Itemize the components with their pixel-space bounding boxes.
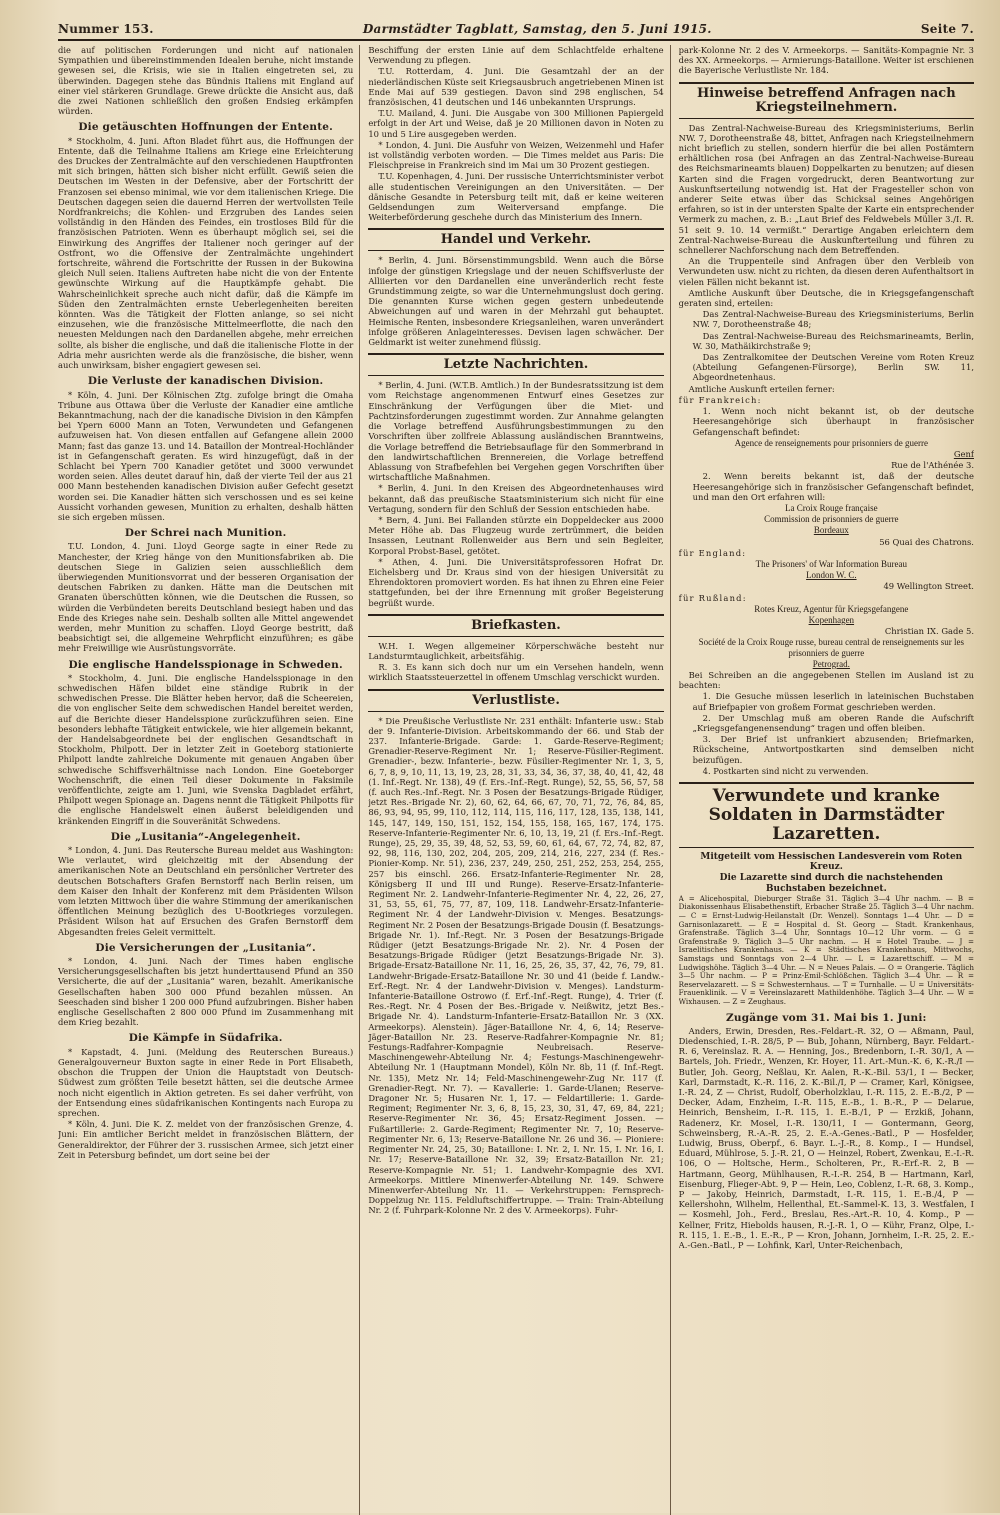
article-heading: Die getäuschten Hoffnungen der Entente. [78,121,333,134]
article-text: T.U. Mailand, 4. Juni. Die Ausgabe von 300 Millionen Papiergeld erfolgt in der Art und Weise, daß je 20 Millionen davon in Noten zu 10 und 5 Lire ausgegeben werden. [368,108,664,139]
instruction-text: 1. Die Gesuche müssen leserlich in lateinischen Buchstaben auf Briefpapier von großem Format geschrieben werden. [692,691,974,712]
section-subheading: Die Lazarette sind durch die nachstehenden Buchstaben bezeichnet. [719,873,943,894]
article-heading: Die „Lusitania“-Angelegenheit. [110,830,301,843]
address-entry: Das Zentral-Nachweise-Bureau des Reichsmarineamts, Berlin, W. 30, Mathäikirchstraße 9; [692,330,974,351]
page-header [58,22,974,41]
column-3 [679,45,974,1515]
instruction-text: 4. Postkarten sind nicht zu verwenden. [702,765,869,776]
article-text: * London, 4. Juni. Die Ausfuhr von Weizen, Weizenmehl und Hafer ist vollständig verboten worden. — Die Times meldet aus Paris: Die Fleischpreise in Frankreich sind im Mai um 30 Prozent gestiegen. [368,139,664,171]
section-subheading: Mitgeteilt vom Hessischen Landesverein vom Roten Kreuz. [700,852,963,873]
issue-number: Nummer 153. [58,22,154,36]
article-text: * London, 4. Juni. Das Reutersche Bureau meldet aus Washington: Wie verlautet, wird gleichzeitig mit der Absendung der amerikanischen Note an Deutschland ein persönlicher Vertreter des deutschen Botschafters Grafen Bernstorff nach Berlin reisen, um dem Kaiser den Inhalt der Konferenz mit dem Präsidenten Wilson vom letzten Mittwoch über die wahre Stimmung der amerikanischen öffentlichen Meinung bezüglich des U-Bootkrieges vorzulegen. Präsident Wilson hat auf Ersuchen des Grafen Bernstorff dem Abgesandten freies Geleit vermittelt. [58,845,354,937]
lazarett-legend: A = Alicehospital, Dieburger Straße 31. Täglich 3—4 Uhr nachm. — B = Diakonissenhaus Elisabethenstift, Erbacher Straße 25. Täglich 3—4 Uhr nachm. — C = Ernst-Ludwig-Heilanstalt (Dr. Wenzel). Sonntags 1—4 Uhr. — D = Garnisonlazarett. — E = Hospital d. St. Georg — Stadt. Krankenhaus, Grafenstraße. Täglich 3—4 Uhr, Sonntags 10—12 Uhr vorm. — G = Grafenstraße 9. Täglich 3—5 Uhr nachm. — H = Hotel Traube. — J = Israelitisches Krankenhaus. — K = Städtisches Krankenhaus, Mittwochs, Samstags und Sonntags von 2—4 Uhr. — L = Lazarettschiff. — M = Ludwigshöhe. Täglich 3—4 Uhr. — N = Neues Palais. — O = Orangerie. Täglich 3—5 Uhr nachm. — P = Prinz-Emil-Schlößchen. Täglich 3—4 Uhr. — R = Reservelazarett. — S = Schwesternhaus. — T = Turnhalle. — U = Universitäts-Frauenklinik. — V = Vereinslazarett Mathildenhöhe. Täglich 3—4 Uhr. — W = Wixhausen. — Z = Zeughaus. [678,893,974,1006]
instruction-text: 1. Wenn noch nicht bekannt ist, ob der deutsche Heeresangehörige sich überhaupt in französischer Gefangenschaft befindet: [692,406,974,437]
foreign-address: Agence de renseignements pour prisonniers de guerre [734,437,929,448]
foreign-city: London W. C. [806,570,857,581]
country-label: für Rußland: [678,592,747,603]
section-heading: Handel und Verkehr. [368,228,663,251]
column-1 [58,45,360,1515]
article-heading: Die Versicherungen der „Lusitania“. [95,941,316,954]
article-text: * Stockholm, 4. Juni. Die englische Handelsspionage in den schwedischen Häfen bildet eine ständige Rubrik in der schwedischen Presse. Die Blätter heben hervor, daß die Scheereien, die von englischer Seite dem schwedischen Handel bereitet werden, auf die Berichte dieser Handelsspione zurückzuführen seien. Eine besonders lebhafte Tätigkeit entwickele, wie hier allgemein bekannt, der Handelsabgeordnete bei der englischen Gesandtschaft in Stockholm, Philpott. Der in letzter Zeit in Goeteborg stationierte Philpott landte zahlreiche Dokumente mit genauen Angaben über schwedische Schiffsverhältnisse nach London. Eine Goeteborger Wochenschrift, die einen Teil dieser Dokumente in Faksimile veröffentlichte, zeigte am 1. Juni, wie Svenska Dagbladet erfährt, Philpott wegen Spionage an. Dagens nennt die Tätigkeit Philpotts für die englische Handelswelt einen äußerst beleidigenden und kränkenden Eingriff in die Souveränität Schwedens. [58,672,354,826]
article-text: park-Kolonne Nr. 2 des V. Armeekorps. — Sanitäts-Kompagnie Nr. 3 des XX. Armeekorps. — Armierungs-Bataillone. Weiter ist erschienen die Bayerische Verlustliste Nr. 184. [678,45,974,76]
address-entry: Das Zentral-Nachweise-Bureau des Kriegsministeriums, Berlin NW. 7, Dorotheenstraße 48; [692,309,974,330]
country-label: für Frankreich: [678,394,762,405]
page-number: Seite 7. [920,22,974,36]
foreign-city: Genf [953,448,974,459]
article-text: * Berlin, 4. Juni. (W.T.B. Amtlich.) In der Bundesratssitzung ist dem vom Reichstage angenommenen Entwurf eines Gesetzes zur Einschränkung der Verfügungen über die Miet- und Pachtzinsforderungen zugestimmt worden. Zur Annahme gelangten die Vorlage betreffend Ausführungsbestimmungen zu den Vorschriften über zollfreie Ablassung ausländischen Branntweins, die Vorlage betreffend die Betriebsauflage für den Sommerbrand in den landwirtschaftlichen Brennereien, die Vorlage betreffend Ablassung von Strafbefehlen bei Vergehen gegen Vorschriften über wirtschaftliche Maßnahmen. [368,380,664,483]
article-text: T.U. London, 4. Juni. Lloyd George sagte in einer Rede zu Manchester, der Krieg hänge von den Munitionsfabriken ab. Die deutschen Siege in Galizien seien ausschließlich dem überwiegenden Munitionsvorrat und der besseren Organisation der deutschen Fabriken zu danken. Hätte man die Deutschen mit Granaten überschütten können, wie die Deutschen die Russen, so würden die Verbündeten bereits Deutschland besiegt haben und das Ende des Krieges nahe sein. Deshalb sollten alle Mittel angewendet werden, mehr Munition zu schaffen. Lloyd George bestritt, daß beabsichtigt sei, die allgemeine Wehrpflicht einzuführen; es gäbe mehr Freiwillige wie Ausrüstungsvorräte. [58,541,354,654]
article-text: Das Zentral-Nachweise-Bureau des Kriegsministeriums, Berlin NW. 7, Dorotheenstraße 48, bittet, Anfragen nach Kriegsteilnehmern nicht brieflich zu stellen, sondern hierfür die bei allen Postämtern erhältlichen rosa (bei Anfragen an das Zentral-Nachweise-Bureau des Reichsmarineamts blauen) Doppelkarten zu benutzen; auf diesen Karten sind die Fragen vorgedruckt, deren Beantwortung zur Auskunftserteilung notwendig ist. Hat der Fragesteller schon von anderer Seite etwas über das Schicksal seines Angehörigen erfahren, so ist in der untersten Spalte der Karte ein entsprechender Vermerk zu machen, z. B.: „Laut Brief des Feldwebels Müller 3./I. R. 51 seit 9. 10. 14 vermißt.“ Derartige Angaben erleichtern dem Zentral-Nachweise-Bureau die Auskunfterteilung und führen zu schnellerer Nachforschung nach dem Betreffenden. [678,122,974,256]
address-entry: Das Zentralkomitee der Deutschen Vereine vom Roten Kreuz (Abteilung Gefangenen-Fürsorge), Berlin SW. 11, Abgeordnetenhaus. [692,352,974,383]
article-text: T.U. Kopenhagen, 4. Juni. Der russische Unterrichtsminister verbot alle studentischen Vereinigungen an den Universitäten. — Der dänische Gesandte in Petersburg teilt mit, daß er keine weiteren Geldsendungen zum Weiterversand empfange. Die Weiterbeförderung geschehe durch das Ministerium des Innern. [368,171,664,223]
article-heading: Die Verluste der kanadischen Division. [87,375,324,388]
article-text: * Köln, 4. Juni. Die K. Z. meldet von der französischen Grenze, 4. Juni: Ein amtlicher Bericht meldet in französischen Blättern, der Generaldirektor, der Führer der 3. russischen Armee, sich jetzt einer Zeit in Petersburg befindet, um dort seine bei der [58,1119,354,1160]
foreign-street: 56 Quai des Chatrons. [879,536,974,547]
column-2 [368,45,670,1515]
foreign-street: 49 Wellington Street. [883,581,974,592]
foreign-city: Bordeaux [813,525,849,536]
masthead-date: Darmstädter Tagblatt, Samstag, den 5. Juni 1915. [362,22,712,36]
foreign-street: Rue de l'Athénée 3. [891,460,974,471]
article-heading: Die englische Handelsspionage in Schweden. [68,658,343,671]
foreign-address: Commission de prisonniers de guerre [764,514,899,525]
section-heading: Letzte Nachrichten. [368,353,663,376]
article-text: Amtliche Auskunft erteilen ferner: [688,383,835,394]
foreign-address: Société de la Croix Rouge russe, bureau central de renseignements sur les prisonniers de guerre [698,637,965,658]
article-text: die auf politischen Forderungen und nicht auf nationalen Sympathien und übereinstimmenden Idealen beruhe, nicht imstande gewesen sei, die Krisis, wie sie in Italien eingetreten sei, zu überwinden. Dagegen stehe das Bündnis Italiens mit England auf einer viel stärkeren Grundlage. Grewe drückte die Ansicht aus, daß die zwei Nationen schließlich den großen Endsieg erkämpfen würden. [58,45,354,117]
article-text: Bei Schreiben an die angegebenen Stellen im Ausland ist zu beachten: [678,669,974,691]
section-heading: Hinweise betreffend Anfragen nach Kriegsteilnehmern. [679,82,974,119]
section-heading: Verwundete und kranke Soldaten in Darmstädter Lazaretten. [679,782,974,848]
article-text: * Bern, 4. Juni. Bei Fallanden stürzte ein Doppeldecker aus 2000 Meter Höhe ab. Das Flugzeug wurde zertrümmert, die beiden Insassen, Leutnant Rollenweider aus Bern und sein Begleiter, Korporal Probst-Basel, getötet. [368,514,664,556]
section-heading: Briefkasten. [368,614,663,637]
article-text: * London, 4. Juni. Nach der Times haben englische Versicherungsgesellschaften bis jetzt hunderttausend Pfund an 350 Versicherte, die auf der „Lusitania“ waren, bezahlt. Amerikanische Gesellschaften haben 300 000 Pfund bezahlen müssen. An Seeschaden sind bisher 1 200 000 Pfund aufzubringen. Bisher haben englische Gesellschaften 2 800 000 Pfund im Zusammenhang mit dem Krieg bezahlt. [58,956,354,1028]
country-label: für England: [678,547,747,558]
section-heading: Verlustliste. [368,689,663,712]
article-text: R. 3. Es kann sich doch nur um ein Versehen handeln, wenn wirklich Staatssteuerzettel in offenem Umschlag verschickt wurden. [368,662,664,683]
casualty-list: Anders, Erwin, Dresden, Res.-Feldart.-R. 32, O — Aßmann, Paul, Diedenschied, I.-R. 28/5, P — Bub, Johann, Nürnberg, Bayr. Feldart.-R. 6, Vereinslaz. R. A. — Henning, Jos., Bredenborn, I.-R. 30/1, A — Bartels, Joh. Friedr., Wenzen, Kr. Hoyer, 11. Art.-Mun.-K. 6, K.-R./I — Butler, Joh. Georg, Neßlau, Kr. Aalen, R.-K.-Bil. 53/1, I — Becker, Karl, Darmstadt, K.-R. 116, 2. K.-Bil./I, P — Cramer, Karl, Königsee, I.-R. 24, Z — Christ, Rudolf, Oberholzklau, I.-R. 115, 2. E.-B./2, P — Decker, Adam, Enzheim, I.-R. 115, E.-B., 1. B.-R., P — Delarue, Heinrich, Bensheim, I.-R. 115, 1. E.-B./1, P — Erzkiß, Johann, Radenerz, Kr. Mosel, I.-R. 130/11, I — Gontermann, Georg, Schweinsberg, R.-A.-R. 25, 2. E.-A.-Genes.-Batl., P — Hosfelder, Ludwig, Bruss, Oberpf., 6. Bayr. L.-J.-R., 8. Komp., I — Hundsel, Eduard, Mühlrose, 5. J.-R. 21, O — Heinzel, Robert, Zwenkau, E.-I.-R. 106, O — Holtsche, Herm., Scholteren, Pr., R.-Erf.-R. 2, B — Hartmann, Georg, Mühlhausen, R.-I.-R. 254, B — Hartmann, Karl, Eisenburg, Flieger-Abt. 9, P — Hein, Leo, Coblenz, I.-R. 68, 3. Komp., P — Jakoby, Heinrich, Darmstadt, I.-R. 115, 1. E.-B./4, P — Kellershohn, Wilhelm, Hellenthal, Et.-Sammel-K. 13, 3. Westfalen, I — Kosmehl, Joh., Ferd., Breslau, Res.-Art.-R. 10, 4. Komp., P — Kellner, Fritz, Hiebolds hausen, R.-J.-R. 1, O — Kühr, Franz, Olpe, I.-R. 115, 1. E.-B., 1. E.-R., P — Kron, Johann, Jornheim, I.-R. 25, 2. E.-A.-Gen.-Batl., P — Lohfink, Karl, Unter-Reichenbach, [678,1025,974,1250]
article-text: * Köln, 4. Juni. Der Kölnischen Ztg. zufolge bringt die Omaha Tribune aus Ottawa über die Verluste der Kanadier eine amtliche Bekanntmachung, nach der die kanadische Division in den Kämpfen bei Ypern 6000 Mann an Toten, Verwundeten und Gefangenen aufzuweisen hat. Von diesen entfallen auf Gefangene allein 2000 Mann; fast das ganze 13. und 14. Bataillon der Montreal-Hochländer ist in Gefangenschaft geraten. Es wird hinzugefügt, daß in der Schlacht bei Ypern 700 Kanadier getötet und 3000 verwundet worden seien. Alles deutet darauf hin, daß der vierte Teil der aus 21 000 Mann bestehenden kanadischen Division außer Gefecht gesetzt worden sei. Die Kanadier hätten sich verschossen und es sei keine Aussicht vorhanden gewesen, Munition zu erhalten, deshalb hätten sie sich ergeben müssen. [58,389,354,522]
article-text: Beschiffung der ersten Linie auf dem Schlachtfelde erhaltene Verwendung zu pflegen. [368,45,664,66]
foreign-city: Kopenhagen [808,614,855,625]
article-heading: Der Schrei nach Munition. [124,527,287,540]
foreign-address: La Croix Rouge française [784,502,878,513]
foreign-city: Petrograd. [812,658,850,669]
instruction-text: 3. Der Brief ist unfrankiert abzusenden; Briefmarken, Rückscheine, Antwortpostkarten sind demselben nicht beizufügen. [692,734,974,765]
article-text: * Die Preußische Verlustliste Nr. 231 enthält: Infanterie usw.: Stab der 9. Infanterie-Division. Arbeitskommando der 66. und Stab der 237. Infanterie-Brigade. Garde: 1. Garde-Reserve-Regiment; Grenadier-Reserve-Regiment Nr. 1; Reserve-Füsilier-Regiment. Grenadier-, bezw. Infanterie-, bezw. Füsilier-Regimenter Nr. 1, 3, 5, 6, 7, 8, 9, 10, 11, 13, 19, 23, 28, 31, 33, 34, 36, 37, 38, 40, 41, 42, 48 (1. Inf.-Regt. Nr. 138), 49 (f. Ers.-Inf.-Regt. Runge), 52, 55, 56, 57, 58 (f. auch Res.-Inf.-Regt. Nr. 3 Posen der Besatzungs-Brigade Rüdiger, jetzt Res.-Brigade Nr. 2), 60, 62, 64, 66, 67, 70, 71, 72, 76, 84, 85, 86, 93, 94, 95, 99, 110, 112, 114, 115, 116, 117, 128, 135, 138, 141, 145, 147, 149, 150, 151, 152, 154, 155, 158, 165, 167, 174, 175. Reserve-Infanterie-Regimenter Nr. 6, 10, 13, 19, 21 (f. Ers.-Inf.-Regt. Runge), 25, 29, 35, 39, 48, 52, 53, 59, 60, 61, 64, 67, 72, 74, 82, 87, 92, 98, 116, 130, 202, 204, 205, 209, 214, 216, 227, 234 (f. Res.-Pionier-Komp. Nr. 51), 236, 237, 249, 250, 251, 252, 253, 254, 255, 257 bis einschl. 266. Ersatz-Infanterie-Regimenter Nr. 28, Königsberg II und III und Runge). Reserve-Ersatz-Infanterie-Regiment Nr. 2. Landwehr-Infanterie-Regimenter Nr. 4, 22, 26, 27, 31, 53, 55, 61, 75, 77, 87, 109, 118. Landwehr-Ersatz-Infanterie-Regiment Nr. 4 der Landwehr-Division v. Menges. Besatzungs-Regiment Nr. 2 Posen der Besatzungs-Brigade Dousin (f. Besatzungs-Brigade Nr. 1). Inf.-Regt. Nr. 3 Posen der Besatzungs-Brigade Rüdiger (jetzt Besatzungs-Brigade Nr. 2). Nr. 4 Posen der Besatzungs-Brigade Rüdiger (jetzt Besatzungs-Brigade Nr. 3). Brigade-Ersatz-Bataillone Nr. 11, 16, 25, 26, 35, 37, 42, 76, 79, 81. Landwehr-Brigade-Ersatz-Bataillone Nr. 30 und 41 (beide f. Landw.-Erf.-Regt. Nr. 4 der Landwehr-Division v. Menges). Landsturm-Infanterie-Bataillone Ostrowo (f. Erf.-Inf.-Regt. Runge), 4. Trier (f. Res.-Regt. Nr. 4 Posen der Bes.-Brigade v. Neißwitz, jetzt Bes.-Brigade Nr. 4). Landsturm-Infanterie-Ersatz-Bataillon Nr. 3 (XX. Armeekorps). Alenstein). Jäger-Bataillone Nr. 4, 6, 14; Reserve-Jäger-Bataillon Nr. 23. Reserve-Radfahrer-Kompagnie Nr. 81; Festungs-Radfahrer-Kompagnie Neubreisach. Reserve-Maschinengewehr-Abteilung Nr. 4; Festungs-Maschinengewehr-Abteilung Nr. 1 (Hauptmann Mondel), Köln Nr. 8b, 11 (f. Inf.-Regt. Nr. 135), Metz Nr. 14; Feld-Maschinengewehr-Zug Nr. 117 (f. Grenadier-Regt. Nr. 7). — Kavallerie: 1. Garde-Ulanen; Reserve-Dragoner Nr. 5; Husaren Nr. 1, 17. — Feldartillerie: 1. Garde-Regiment; Regimenter Nr. 3, 6, 8, 15, 23, 30, 31, 47, 69, 84, 221; Reserve-Regimenter Nr. 36, 45; Ersatz-Regiment Jossen. — Fußartillerie: 2. Garde-Regiment; Regimenter Nr. 7, 10; Reserve-Regimenter Nr. 6, 13; Reserve-Bataillone Nr. 26 und 36. — Pioniere: Regimenter Nr. 24, 25, 30; Bataillone: I. Nr. 2, I. Nr. 15, I. Nr. 16, I. Nr. 17; Reserve-Bataillone Nr. 32, 39; Ersatz-Bataillon Nr. 21; Reserve-Kompagnie Nr. 51; 1. Landwehr-Kompagnie des XVI. Armeekorps. Mittlere Minenwerfer-Abteilung Nr. 149. Schwere Minenwerfer-Abteilung Nr. 11. — Verkehrstruppen: Fernsprech-Doppelzug Nr. 115. Feldluftschiffertruppe. — Train: Train-Abteilung Nr. 2 (f. Fuhrpark-Kolonne Nr. 2 des V. Armeekorps). Fuhr- [368,715,664,1216]
article-text: Amtliche Auskunft über Deutsche, die in Kriegsgefangenschaft geraten sind, erteilen: [678,287,974,309]
article-text: T.U. Rotterdam, 4. Juni. Die Gesamtzahl der an der niederländischen Küste seit Kriegsausbruch angetriebenen Minen ist Ende Mai auf 539 gestiegen. Davon sind 298 englischen, 54 französischen, 41 deutschen und 146 unbekannten Ursprungs. [368,66,664,108]
article-text: * Stockholm, 4. Juni. Afton Bladet führt aus, die Hoffnungen der Entente, daß die Teilnahme Italiens am Kriege eine Erleichterung des Druckes der Zentralmächte auf den verschiedenen Hauptfronten mit sich bringen, hätten sich bisher nicht erfüllt. Gewiß seien die Deutschen im Westen in der Defensive, aber der Fortschritt der Franzosen sei ebenso minimal, wie vor dem italienischen Kriege. Die Deutschen dagegen seien die dauernd Herren der wertvollsten Teile Nordfrankreichs; die Kohlen- und Erzgruben des Landes seien vollständig in den Händen des Feindes, ein trostloses Bild für die französischen Patrioten. Wenn es überhaupt möglich sei, sei die Einwirkung des Angriffes der Italiener noch geringer auf der Ostfront, wo die Offensive der Zentralmächte ungehindert fortschreite, während die Fortschritte der Russen in der Bukowina gleich Null seien. Italiens Auftreten habe nicht die von der Entente gewünschte Wirkung auf die Hauptkämpfe gehabt. Die Wahrscheinlichkeit spreche auch nicht dafür, daß die Kämpfe im Süden den Zentralmächten ernste Ueberlegenheiten bereiten könnten. Was die Tätigkeit der Flotten anlange, so sei nicht einzusehen, wie die französische Mittelmeerflotte, die nach den neuesten Meldungen nach den Dardanellen abgehe, mehr erreichen sollte, als bisher die englische, und daß die italienische Flotte in der Adria mehr ausrichten werde als die französische, die bisher, wenn auch unwirksam, bisher engagiert gewesen sei. [58,135,354,371]
article-heading: Die Kämpfe in Südafrika. [128,1032,283,1045]
instruction-text: 2. Der Umschlag muß am oberen Rande die Aufschrift „Kriegsgefangenensendung“ tragen und offen bleiben. [692,712,974,733]
article-text: W.H. I. Wegen allgemeiner Körperschwäche besteht nur Landsturmtauglichkeit, arbeitsfähig. [368,640,664,661]
article-heading: Zugänge vom 31. Mai bis 1. Juni: [726,1011,927,1024]
article-text: * Athen, 4. Juni. Die Universitätsprofessoren Hofrat Dr. Eichelsberg und Dr. Kraus sind von der hiesigen Universität zu Ehrendoktoren promoviert worden. Es hat ihnen zu Ehren eine Feier stattgefunden, bei der ihre Ernennung mit großer Begeisterung begrüßt wurde. [368,556,664,608]
article-text: * Berlin, 4. Juni. Börsenstimmungsbild. Wenn auch die Börse infolge der günstigen Kriegslage und der neuen Schiffsverluste der Alliierten vor den Dardanellen eine unveränderlich recht feste Grundstimmung zeigte, so war die Unternehmungslust doch gering. Die genannten Kurse wichen gegen gestern unbedeutende Abweichungen auf und waren in der Mehrzahl gut behauptet. Heimische Renten, insbesondere Kriegsanleihen, waren unverändert infolge größeren Anlageinteresses. Devisen lagen schwächer. Der Geldmarkt ist weiter zunehmend flüssig. [368,255,664,348]
article-text: An die Truppenteile sind Anfragen über den Verbleib von Verwundeten usw. nicht zu richten, da diesen deren Aufenthaltsort in vielen Fällen nicht bekannt ist. [678,256,974,287]
instruction-text: 2. Wenn bereits bekannt ist, daß der deutsche Heeresangehörige sich in französischer Gefangenschaft befindet, und man den Ort erfahren will: [692,471,974,502]
foreign-street: Christian IX. Gade 5. [884,626,974,637]
article-text: * Berlin, 4. Juni. In den Kreisen des Abgeordnetenhauses wird bekannt, daß das preußische Staatsministerium sich nicht für eine Vertagung, sondern für den Schluß der Session entschieden habe. [368,483,664,514]
foreign-address: The Prisoners' of War Information Bureau [755,558,908,569]
foreign-address: Rotes Kreuz, Agentur für Kriegsgefangene [754,603,909,614]
article-text: * Kapstadt, 4. Juni. (Meldung des Reuterschen Bureaus.) Generalgouverneur Buxton sagte in einer Rede in Port Elisabeth, obschon die Truppen der Union die Hauptstadt von Deutsch-Südwest zum größten Teile besetzt hätten, sei die deutsche Armee noch nicht eigentlich in Aktion getreten. Es sei daher verfrüht, von der Entsendung eines südafrikanischen Kontingents nach Europa zu sprechen. [58,1046,354,1118]
